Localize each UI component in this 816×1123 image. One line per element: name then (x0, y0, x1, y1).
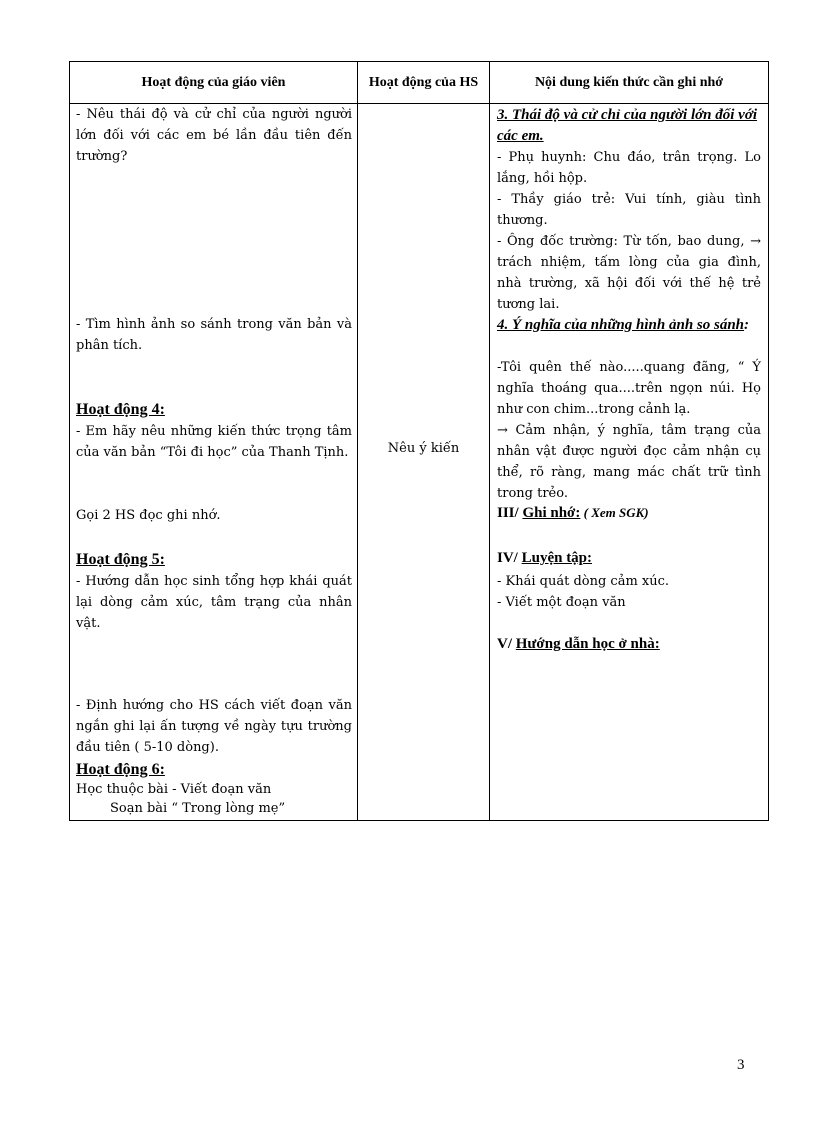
comparison-quote: -Tôi quên thế nào.....quang đãng, “ Ý nghĩa thoáng qua....trên ngọn núi. Họ như con chim...trong cảnh lạ. (497, 360, 761, 417)
activity-5-heading: Hoạt động 5: (76, 551, 165, 568)
guide-writing-text: - Định hướng cho HS cách viết đoạn văn ngắn ghi lại ấn tượng về ngày tựu trường đầu tiên ( 5-10 dòng). (76, 698, 352, 755)
parents-attitude: - Phụ huynh: Chu đáo, trân trọng. Lo lắng, hồi hộp. (497, 150, 761, 186)
call-students-text: Gọi 2 HS đọc ghi nhớ. (76, 508, 221, 523)
section-iv-label: Luyện tập: (521, 550, 593, 566)
principal-attitude: - Ông đốc trường: Từ tốn, bao dung, → trách nhiệm, tấm lòng của gia đình, nhà trường, xã hội đối với thế hệ trẻ tương lai. (497, 234, 761, 312)
section-3-heading (497, 105, 761, 147)
homework-line-1: Học thuộc bài - Viết đoạn văn (76, 782, 272, 797)
young-teacher-attitude: - Thầy giáo trẻ: Vui tính, giàu tình thương. (497, 192, 761, 228)
header-student-activity: Hoạt động của HS (358, 62, 490, 104)
question-attitude: - Nêu thái độ và cử chỉ của người người lớn đối với các em bé lần đầu tiên đến trường? (76, 107, 352, 164)
section-iii-number: III/ (497, 505, 523, 521)
teacher-activity-cell (70, 104, 358, 821)
section-4-title: 4. Ý nghĩa của những hình ảnh so sánh (497, 317, 745, 333)
section-iii-heading (497, 502, 761, 524)
activity-4-heading: Hoạt động 4: (76, 401, 165, 418)
homework-line-2: Soạn bài “ Trong lòng mẹ” (110, 801, 286, 816)
question-comparison-images: - Tìm hình ảnh so sánh trong văn bản và phân tích. (76, 317, 352, 353)
section-iv-number: IV/ (497, 550, 522, 566)
header-knowledge-content: Nội dung kiến thức cần ghi nhớ (490, 62, 769, 104)
section-v-heading (497, 634, 761, 655)
section-iii-label: Ghi nhớ: (522, 505, 581, 521)
section-iii-note: ( Xem SGK) (580, 505, 649, 520)
lesson-table (69, 61, 769, 821)
practice-item-1: - Khái quát dòng cảm xúc. (497, 574, 670, 589)
section-v-number: V/ (497, 636, 516, 652)
student-activity-cell (358, 104, 490, 821)
section-v-label: Hướng dẫn học ở nhà: (515, 636, 660, 652)
body-row (70, 104, 769, 821)
section-3-title: 3. Thái độ và cử chỉ của người lớn đối với các em. (497, 107, 758, 144)
student-response-text: Nêu ý kiến (387, 441, 460, 456)
knowledge-content-cell (490, 104, 769, 821)
header-teacher-activity: Hoạt động của giáo viên (70, 62, 358, 104)
activity-6-heading: Hoạt động 6: (76, 761, 165, 778)
section-iv-heading (497, 548, 761, 569)
section-4-colon: : (744, 317, 750, 333)
feeling-analysis: → Cảm nhận, ý nghĩa, tâm trạng của nhân vật được người đọc cảm nhận cụ thể, rõ ràng, mang mác chất trữ tình trong trẻo. (497, 423, 761, 501)
question-key-knowledge: - Em hãy nêu những kiến thức trọng tâm của văn bản “Tôi đi học” của Thanh Tịnh. (76, 424, 352, 460)
practice-item-2: - Viết một đoạn văn (497, 595, 626, 610)
section-4-heading (497, 315, 761, 336)
page-number: 3 (737, 1057, 745, 1073)
guide-summary-text: - Hướng dẫn học sinh tổng hợp khái quát lại dòng cảm xúc, tâm trạng của nhân vật. (76, 574, 352, 631)
header-row (70, 62, 769, 104)
